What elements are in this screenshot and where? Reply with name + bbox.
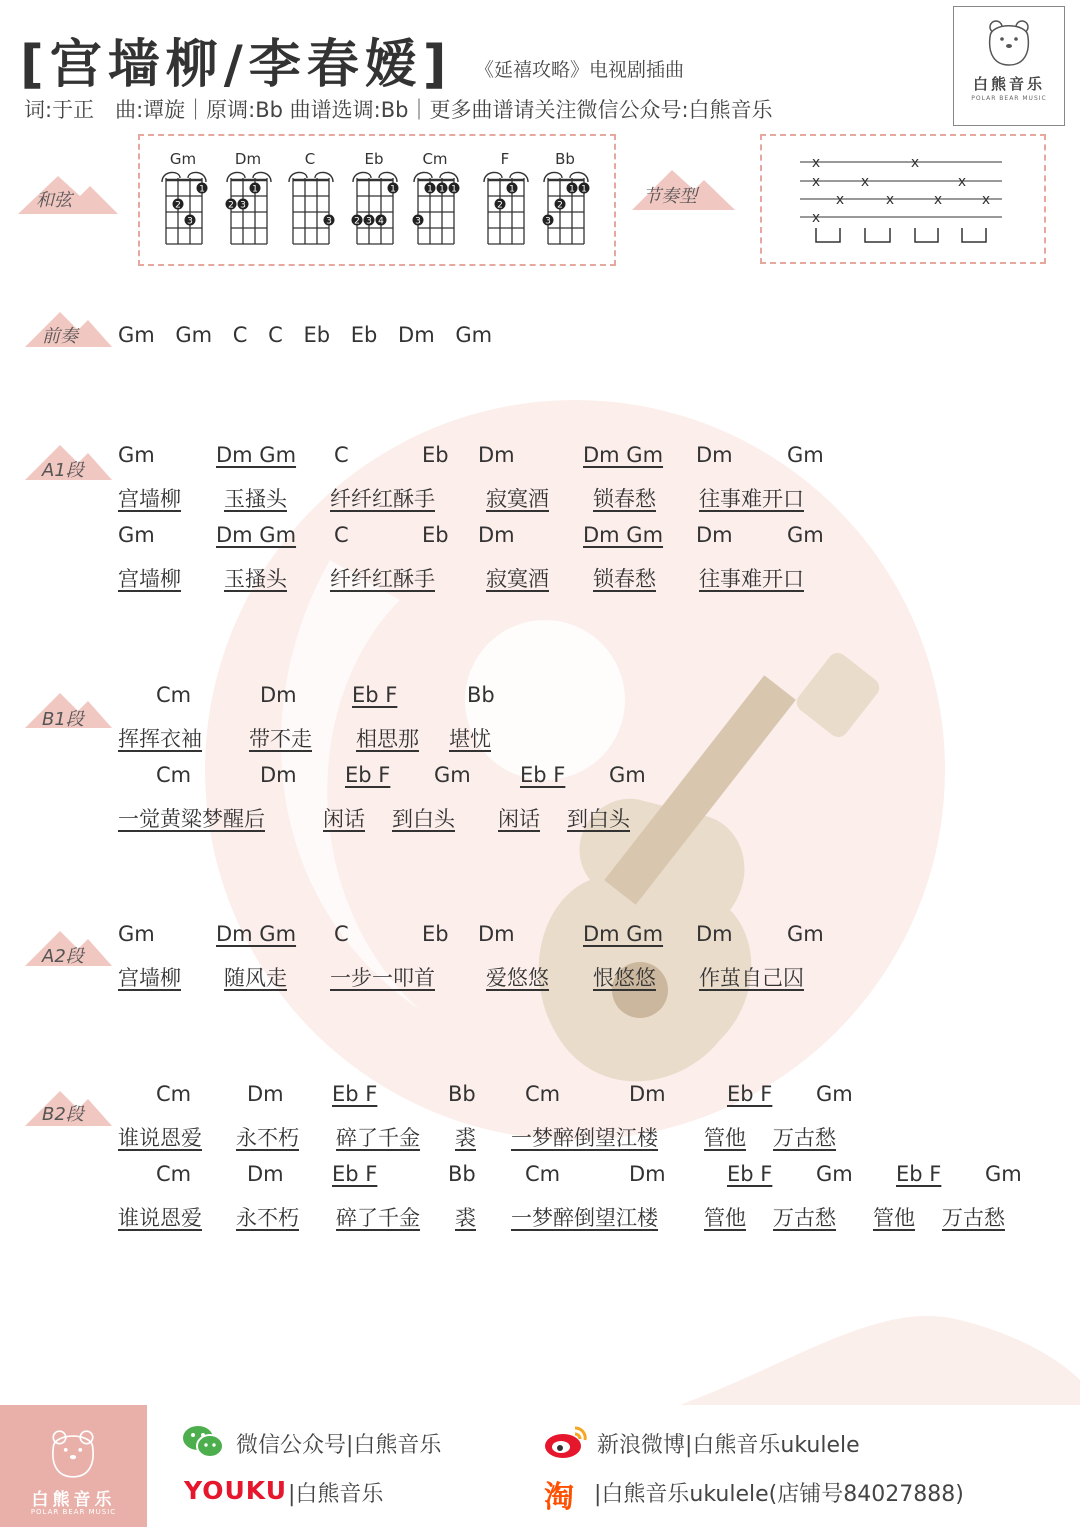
- b2-label: B2段: [42, 1104, 84, 1125]
- svg-text:3: 3: [545, 216, 551, 227]
- lyric-phrase: 往事难开口: [699, 487, 804, 511]
- lyric-phrase: 裘: [455, 1126, 476, 1150]
- lyric-phrase: 锁春愁: [593, 487, 656, 511]
- lyric-phrase: 爱悠悠: [486, 966, 549, 990]
- svg-text:x: x: [910, 155, 920, 171]
- chord-label: Dm Gm: [583, 523, 664, 547]
- chord-label: Dm: [696, 523, 733, 547]
- chord-label: Gm: [985, 1162, 1022, 1186]
- brand-subname: POLAR BEAR MUSIC: [971, 95, 1047, 102]
- chord-label: Dm Gm: [216, 523, 297, 547]
- svg-text:x: x: [860, 174, 870, 190]
- lyric-phrase: 随风走: [224, 966, 287, 990]
- brand-name: 白熊音乐: [972, 75, 1045, 93]
- svg-text:x: x: [835, 192, 845, 208]
- lyric-phrase: 往事难开口: [699, 567, 804, 591]
- lyric-phrase: 万古愁: [773, 1126, 836, 1150]
- svg-text:x: x: [957, 174, 967, 190]
- lyric-phrase: 作茧自己囚: [699, 966, 804, 990]
- svg-text:3: 3: [240, 200, 246, 211]
- chord-label: C: [334, 523, 349, 547]
- lyric-phrase: 万古愁: [773, 1206, 836, 1230]
- fretboard-grid: [349, 168, 401, 246]
- lyric-phrase: 裘: [455, 1206, 476, 1230]
- song-subtitle: 《延禧攻略》电视剧插曲: [475, 59, 685, 81]
- svg-text:x: x: [933, 192, 943, 208]
- chord-diagrams: [150, 150, 610, 260]
- weibo-icon: [543, 1424, 589, 1460]
- lyric-phrase: 宫墙柳: [118, 966, 181, 990]
- chord-label: Eb F: [352, 683, 398, 707]
- chord-label: Eb F: [345, 763, 391, 787]
- lyric-phrase: 恨悠悠: [593, 966, 656, 990]
- chord-label: Eb F: [896, 1162, 942, 1186]
- chord-label: Eb F: [332, 1162, 378, 1186]
- chord-label: Dm: [696, 922, 733, 946]
- svg-text:x: x: [811, 155, 821, 171]
- chord-label: Eb: [422, 443, 449, 467]
- chord-label: Gm: [118, 922, 155, 946]
- polar-bear-icon: [984, 17, 1034, 69]
- svg-text:1: 1: [252, 184, 258, 195]
- lyric-phrase: 一觉黄粱梦醒后: [118, 807, 265, 831]
- rhythm-label: 节奏型: [643, 186, 697, 207]
- footer: [0, 1405, 1080, 1527]
- lyric-phrase: 一梦醉倒望江楼: [511, 1126, 658, 1150]
- prelude-chords: Gm Gm C C Eb Eb Dm Gm: [118, 323, 493, 347]
- chord-label: Cm: [525, 1162, 561, 1186]
- chord-name: Cm: [422, 150, 448, 168]
- weibo-text: 新浪微博|白熊音乐ukulele: [597, 1433, 860, 1458]
- svg-text:3: 3: [415, 216, 421, 227]
- chord-label: Bb: [448, 1162, 476, 1186]
- svg-text:3: 3: [187, 216, 193, 227]
- chord-label: Gm: [434, 763, 471, 787]
- wechat-text: 微信公众号|白熊音乐: [236, 1433, 442, 1458]
- youku-text: |白熊音乐: [288, 1482, 384, 1507]
- chord-label: C: [334, 922, 349, 946]
- lyric-phrase: 管他: [704, 1206, 746, 1230]
- chord-label: Cm: [156, 763, 192, 787]
- polar-bear-icon: [45, 1427, 101, 1481]
- prelude-label: 前奏: [42, 326, 78, 347]
- chord-label: Eb F: [332, 1082, 378, 1106]
- brand-logo: [953, 6, 1065, 126]
- svg-text:x: x: [981, 192, 991, 208]
- lyric-phrase: 闲话: [323, 807, 365, 831]
- chord-name: Dm: [234, 150, 262, 168]
- lyric-phrase: 玉搔头: [224, 567, 287, 591]
- lyric-phrase: 玉搔头: [224, 487, 287, 511]
- svg-text:1: 1: [581, 184, 587, 195]
- chord-label: Gm: [787, 922, 824, 946]
- svg-text:3: 3: [366, 216, 372, 227]
- chord-name: Eb: [364, 150, 384, 168]
- lyric-phrase: 谁说恩爱: [118, 1126, 202, 1150]
- chord-name: F: [500, 150, 510, 168]
- chord-label: Dm: [478, 443, 515, 467]
- chord-label: Dm Gm: [583, 443, 664, 467]
- chord-label: Dm: [260, 683, 297, 707]
- lyric-phrase: 纤纤红酥手: [330, 567, 435, 591]
- chord-name: Bb: [555, 150, 575, 168]
- youku-logo: YOUKU: [184, 1476, 287, 1505]
- lyric-phrase: 堪忧: [449, 727, 491, 751]
- taobao-text: |白熊音乐ukulele(店铺号84027888): [594, 1482, 964, 1507]
- lyric-phrase: 到白头: [392, 807, 455, 831]
- chord-label: Gm: [118, 443, 155, 467]
- svg-text:2: 2: [175, 200, 181, 211]
- svg-text:1: 1: [427, 184, 433, 195]
- lyric-phrase: 宫墙柳: [118, 567, 181, 591]
- chord-label: Bb: [467, 683, 495, 707]
- chord-label: Gm: [787, 443, 824, 467]
- svg-text:x: x: [811, 174, 821, 190]
- chord-label: Dm Gm: [216, 922, 297, 946]
- lyric-phrase: 一步一叩首: [330, 966, 435, 990]
- a2-label: A2段: [42, 946, 84, 967]
- chord-label: Eb F: [520, 763, 566, 787]
- chord-label: Gm: [118, 523, 155, 547]
- svg-text:2: 2: [497, 200, 503, 211]
- wechat-icon: [182, 1424, 224, 1460]
- chord-label: Gm: [816, 1082, 853, 1106]
- svg-text:1: 1: [390, 184, 396, 195]
- lyric-phrase: 寂寞酒: [486, 487, 549, 511]
- lyric-phrase: 纤纤红酥手: [330, 487, 435, 511]
- footer-brand-subname: POLAR BEAR MUSIC: [30, 1508, 117, 1516]
- lyric-phrase: 锁春愁: [593, 567, 656, 591]
- a1-label: A1段: [42, 460, 84, 481]
- lyric-phrase: 到白头: [567, 807, 630, 831]
- chord-label: Eb: [422, 523, 449, 547]
- svg-text:1: 1: [509, 184, 515, 195]
- fretboard-grid: [480, 168, 532, 246]
- chord-label: Gm: [816, 1162, 853, 1186]
- chord-label: Eb: [422, 922, 449, 946]
- chord-label: Eb F: [727, 1162, 773, 1186]
- chord-label: Dm: [629, 1082, 666, 1106]
- svg-text:2: 2: [228, 200, 234, 211]
- chord-label: Dm Gm: [216, 443, 297, 467]
- lyric-phrase: 碎了千金: [336, 1126, 420, 1150]
- b1-label: B1段: [42, 709, 84, 730]
- chord-name: C: [304, 150, 316, 168]
- song-title: [宫墙柳/李春嫒]: [20, 35, 453, 95]
- lyric-phrase: 谁说恩爱: [118, 1206, 202, 1230]
- chord-label: Dm: [696, 443, 733, 467]
- svg-text:4: 4: [378, 216, 384, 227]
- footer-logo: [0, 1405, 147, 1527]
- chord-label: Cm: [156, 683, 192, 707]
- lyric-phrase: 永不朽: [236, 1206, 299, 1230]
- chord-label: Bb: [448, 1082, 476, 1106]
- fretboard-grid: [158, 168, 210, 246]
- chord-label: Gm: [787, 523, 824, 547]
- chords-label: 和弦: [36, 190, 72, 211]
- lyric-phrase: 管他: [704, 1126, 746, 1150]
- chord-label: Dm: [247, 1082, 284, 1106]
- chord-label: Cm: [156, 1082, 192, 1106]
- chord-label: Dm: [478, 523, 515, 547]
- lyric-phrase: 宫墙柳: [118, 487, 181, 511]
- svg-text:3: 3: [326, 216, 332, 227]
- chord-label: Dm: [629, 1162, 666, 1186]
- svg-text:2: 2: [557, 200, 563, 211]
- fretboard-grid: [540, 168, 592, 246]
- chord-label: Cm: [525, 1082, 561, 1106]
- chord-label: C: [334, 443, 349, 467]
- chord-label: Eb F: [727, 1082, 773, 1106]
- lyric-phrase: 闲话: [498, 807, 540, 831]
- lyric-phrase: 带不走: [249, 727, 312, 751]
- chord-label: Dm: [247, 1162, 284, 1186]
- song-credits: 词:于正 曲:谭旋｜原调:Bb 曲谱选调:Bb｜更多曲谱请关注微信公众号:白熊音乐: [24, 98, 773, 122]
- svg-text:1: 1: [451, 184, 457, 195]
- lyric-phrase: 管他: [873, 1206, 915, 1230]
- footer-brand-name: 白熊音乐: [31, 1490, 116, 1510]
- svg-text:1: 1: [569, 184, 575, 195]
- lyric-phrase: 挥挥衣袖: [118, 727, 202, 751]
- chord-label: Dm Gm: [583, 922, 664, 946]
- taobao-logo: 淘: [544, 1480, 574, 1515]
- fretboard-grid: [285, 168, 337, 246]
- svg-text:1: 1: [439, 184, 445, 195]
- chord-label: Dm: [478, 922, 515, 946]
- lyric-phrase: 永不朽: [236, 1126, 299, 1150]
- svg-text:x: x: [885, 192, 895, 208]
- lyric-phrase: 相思那: [356, 727, 419, 751]
- svg-text:1: 1: [199, 184, 205, 195]
- chord-name: Gm: [169, 150, 197, 168]
- svg-text:2: 2: [354, 216, 360, 227]
- lyric-phrase: 万古愁: [942, 1206, 1005, 1230]
- chord-label: Cm: [156, 1162, 192, 1186]
- fretboard-grid: [410, 168, 462, 246]
- svg-text:x: x: [811, 210, 821, 226]
- lyric-phrase: 一梦醉倒望江楼: [511, 1206, 658, 1230]
- fretboard-grid: [223, 168, 275, 246]
- rhythm-pattern: [790, 150, 1010, 250]
- lyric-phrase: 寂寞酒: [486, 567, 549, 591]
- chord-label: Dm: [260, 763, 297, 787]
- chord-label: Gm: [609, 763, 646, 787]
- lyric-phrase: 碎了千金: [336, 1206, 420, 1230]
